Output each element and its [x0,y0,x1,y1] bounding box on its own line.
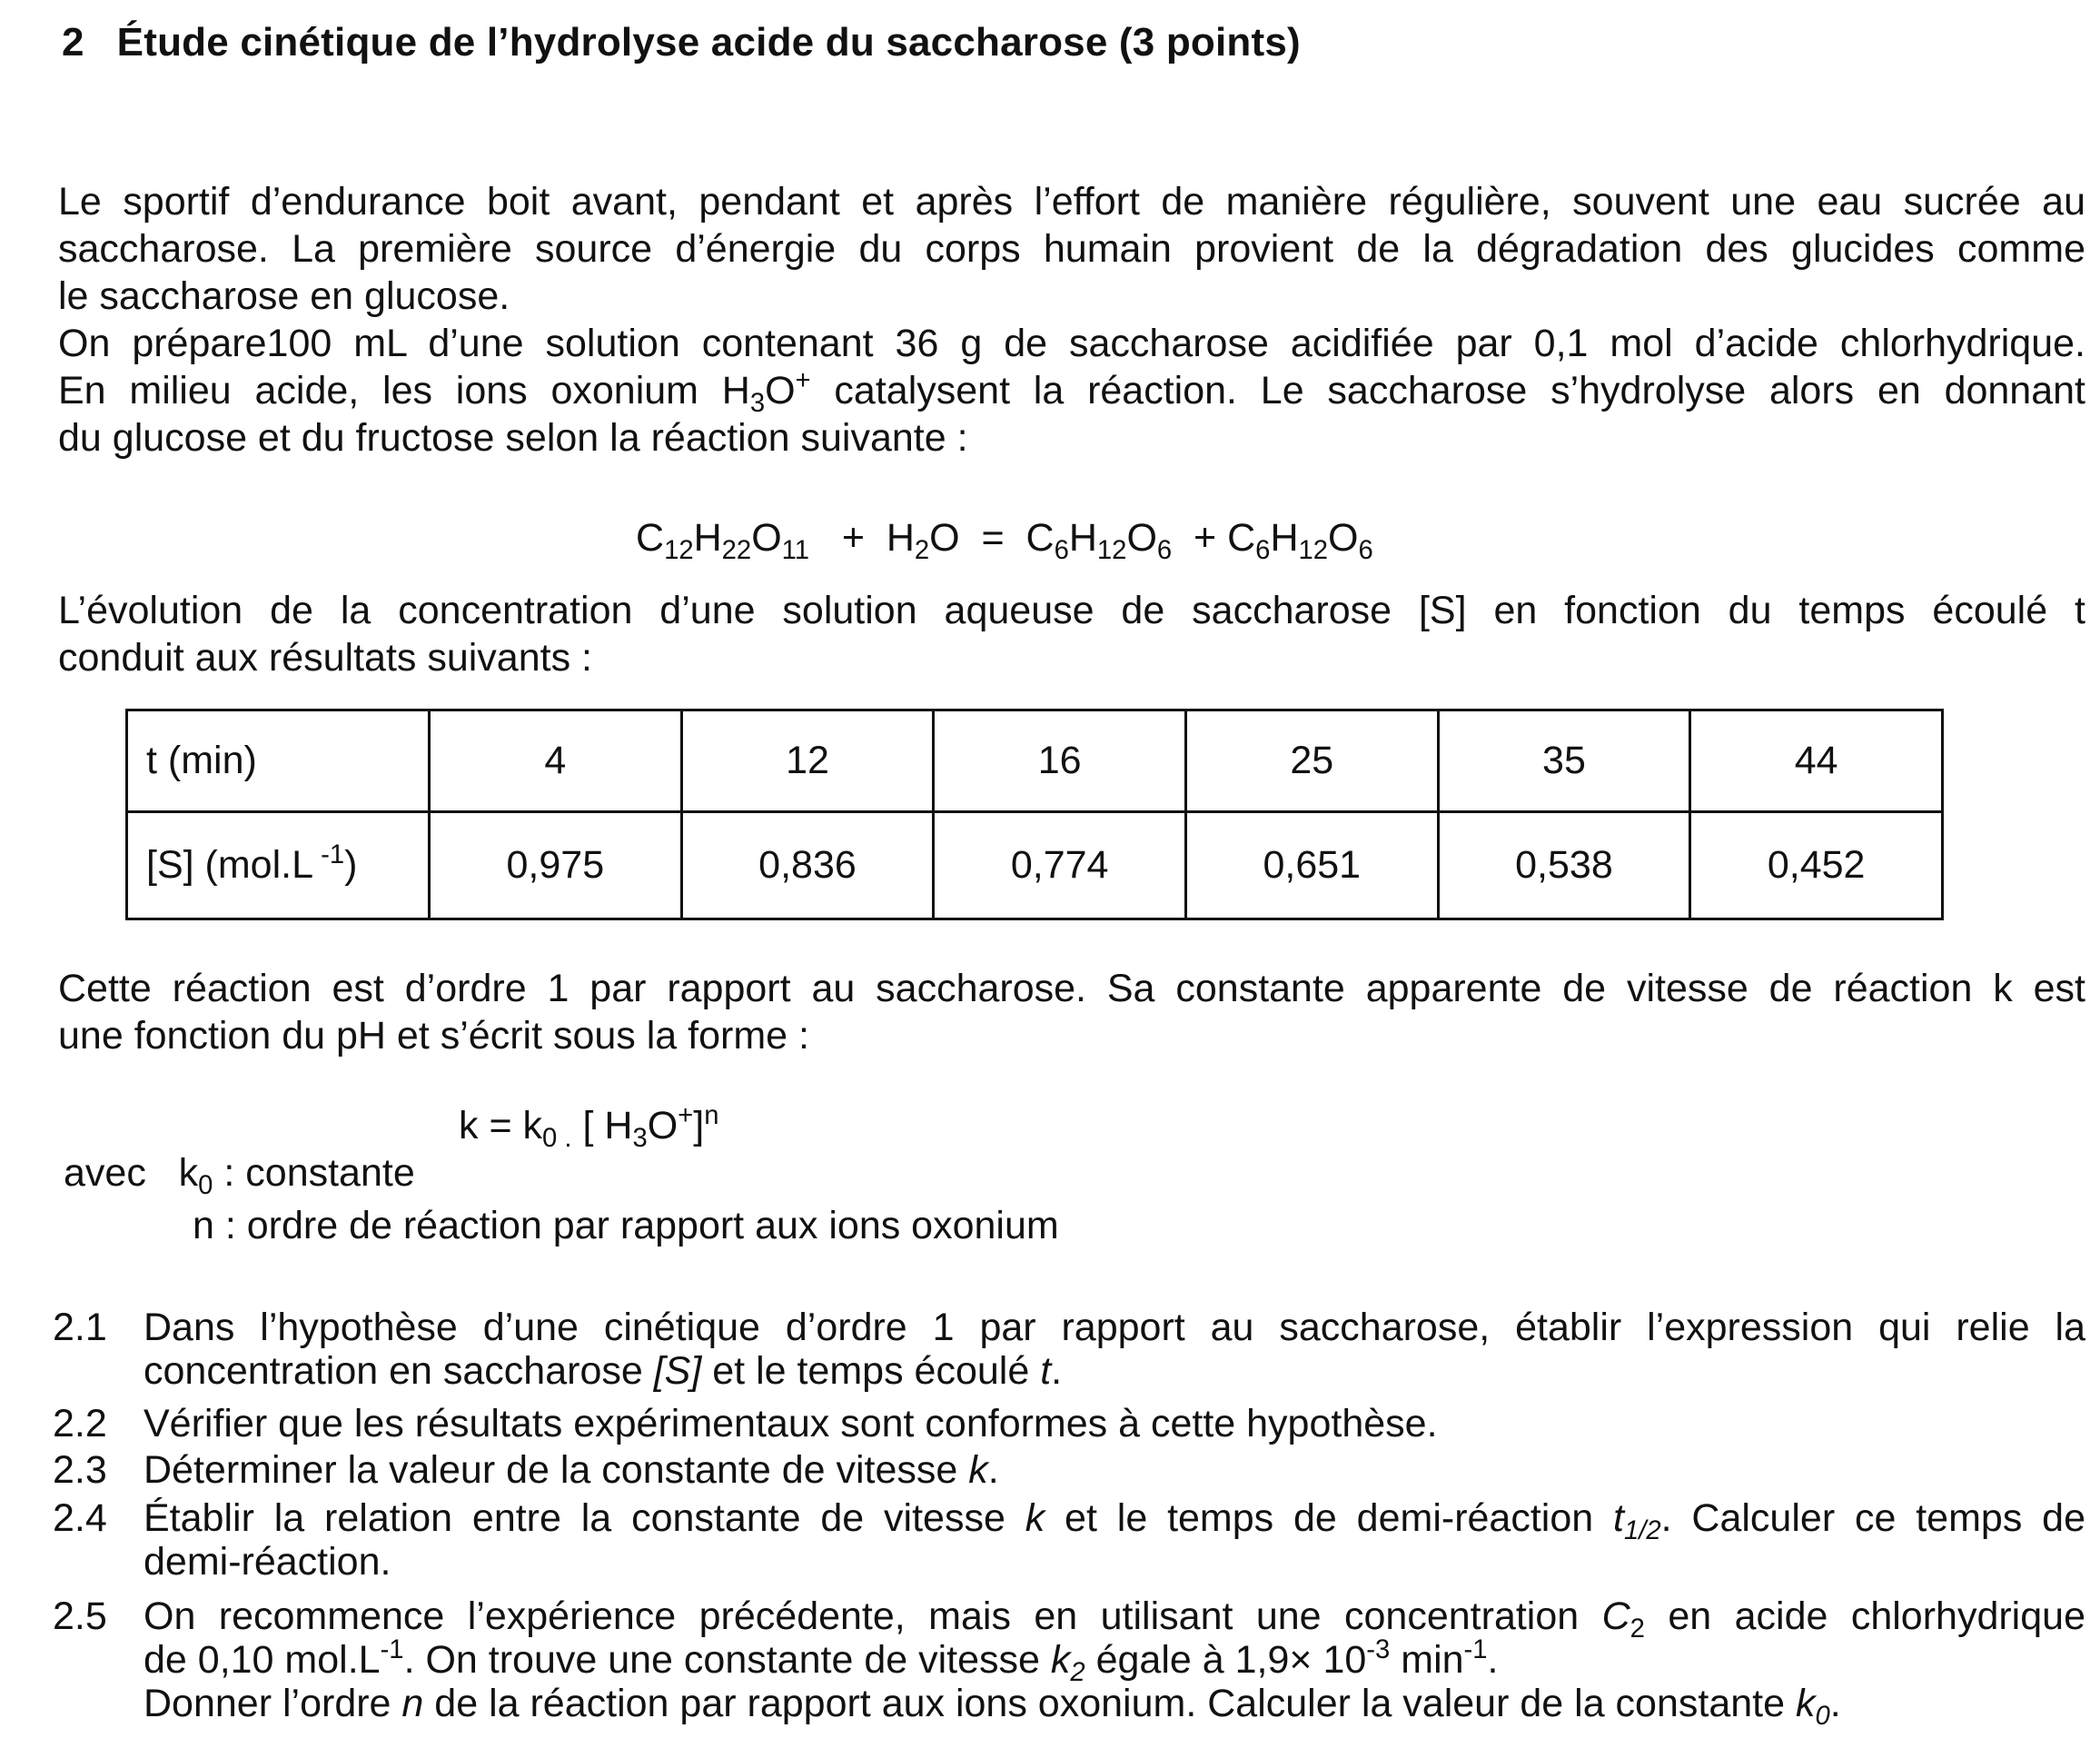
table-header-cell: t (min) [127,710,430,812]
order-line: Cette réaction est d’ordre 1 par rapport au saccharose. Sa constante apparente de vitesse de réaction k est [58,967,2085,1010]
intro-line: On prépare100 mL d’une solution contenant 36 g de saccharose acidifiée par 0,1 mol d’acide chlorhydrique. [58,322,2085,365]
table-cell: 0,836 [681,812,934,919]
table-cell: 16 [934,710,1186,812]
table-cell: 25 [1185,710,1438,812]
question-text: Établir la relation entre la constante de vitesse k et le temps de demi-réaction $t_{1/2}$. Calculer ce temps de demi-réaction. [144,1496,2086,1584]
table-row [127,812,1943,919]
reaction-equation: $C_{12}H_{22}O_{11} + H_2O = C_6H_{12}O_6 + C_6H_{12}O_6$ [636,516,1373,565]
intro-line: saccharose. La première source d’énergie du corps humain provient de la dégradation des glucides comme [58,227,2085,271]
question-number: 2.5 [53,1594,107,1638]
table-header-cell: [S] (mol.L $^{-1}$) [127,812,430,919]
intro-line: le saccharose en glucose. [58,274,510,318]
question-text: Déterminer la valeur de la constante de vitesse k. [144,1448,999,1492]
evolution-line: L’évolution de la concentration d’une solution aqueuse de saccharose [S] en fonction du temps écoulé t [58,589,2085,632]
table-cell: 35 [1438,710,1690,812]
question-text: Vérifier que les résultats expérimentaux sont conformes à cette hypothèse. [144,1402,1438,1445]
intro-line: En milieu acide, les ions oxonium $H_3O^+$ catalysent la réaction. Le saccharose s’hydrolyse alors en donnant [58,365,2085,418]
table-cell: 0,651 [1185,812,1438,919]
table-row [127,710,1943,812]
question-text: Dans l’hypothèse d’une cinétique d’ordre 1 par rapport au saccharose, établir l’expression qui relie la concentration en saccharose [S] et le temps écoulé t. [144,1306,2085,1393]
question-text: On recommence l’expérience précédente, mais en utilisant une concentration $C_2$ en acide chlorhydrique de 0,10 $mol.L^{-1}$. On trouve une constante de vitesse $k_2$ égale à $1,9\times 10^{-3}$ $\min^{-1}$. Donner l’ordre n de la réaction par rapport aux ions oxonium. Calculer la valeur de la constante $k_0$. [144,1594,2085,1731]
table-cell: 0,538 [1438,812,1690,919]
question-2-1 [53,1306,2085,1393]
section-heading [62,20,1301,65]
question-2-2 [53,1402,2085,1445]
question-number: 2.2 [53,1402,107,1445]
question-2-3 [53,1448,2085,1492]
avec-n-definition: n : ordre de réaction par rapport aux ions oxonium [193,1204,1059,1247]
intro-line: du glucose et du fructose selon la réaction suivante : [58,416,968,460]
intro-paragraph [58,178,2085,462]
question-number: 2.3 [53,1448,107,1492]
avec-definition: avec $k_0$ : constante [64,1151,415,1200]
results-table [125,709,1944,920]
question-2-5 [53,1594,2085,1731]
table-cell: 0,452 [1690,812,1943,919]
evolution-line: conduit aux résultats suivants : [58,636,592,680]
table-cell: 0,975 [430,812,682,919]
order-line: une fonction du pH et s’écrit sous la forme : [58,1014,809,1058]
section-number: 2 [62,20,84,65]
section-title: Étude cinétique de l’hydrolyse acide du saccharose (3 points) [116,20,1301,65]
question-number: 2.4 [53,1496,107,1540]
rate-constant-formula: $k = k_{0 .}$ [ $H_3O^+]^n$ [459,1100,719,1153]
table-cell: 44 [1690,710,1943,812]
question-number: 2.1 [53,1306,107,1349]
intro-line: Le sportif d’endurance boit avant, pendant et après l’effort de manière régulière, souvent une eau sucrée au [58,180,2085,223]
table-cell: 0,774 [934,812,1186,919]
evolution-paragraph [58,587,2085,681]
table-cell: 4 [430,710,682,812]
order-paragraph [58,965,2085,1059]
table-cell: 12 [681,710,934,812]
question-2-4 [53,1496,2085,1584]
